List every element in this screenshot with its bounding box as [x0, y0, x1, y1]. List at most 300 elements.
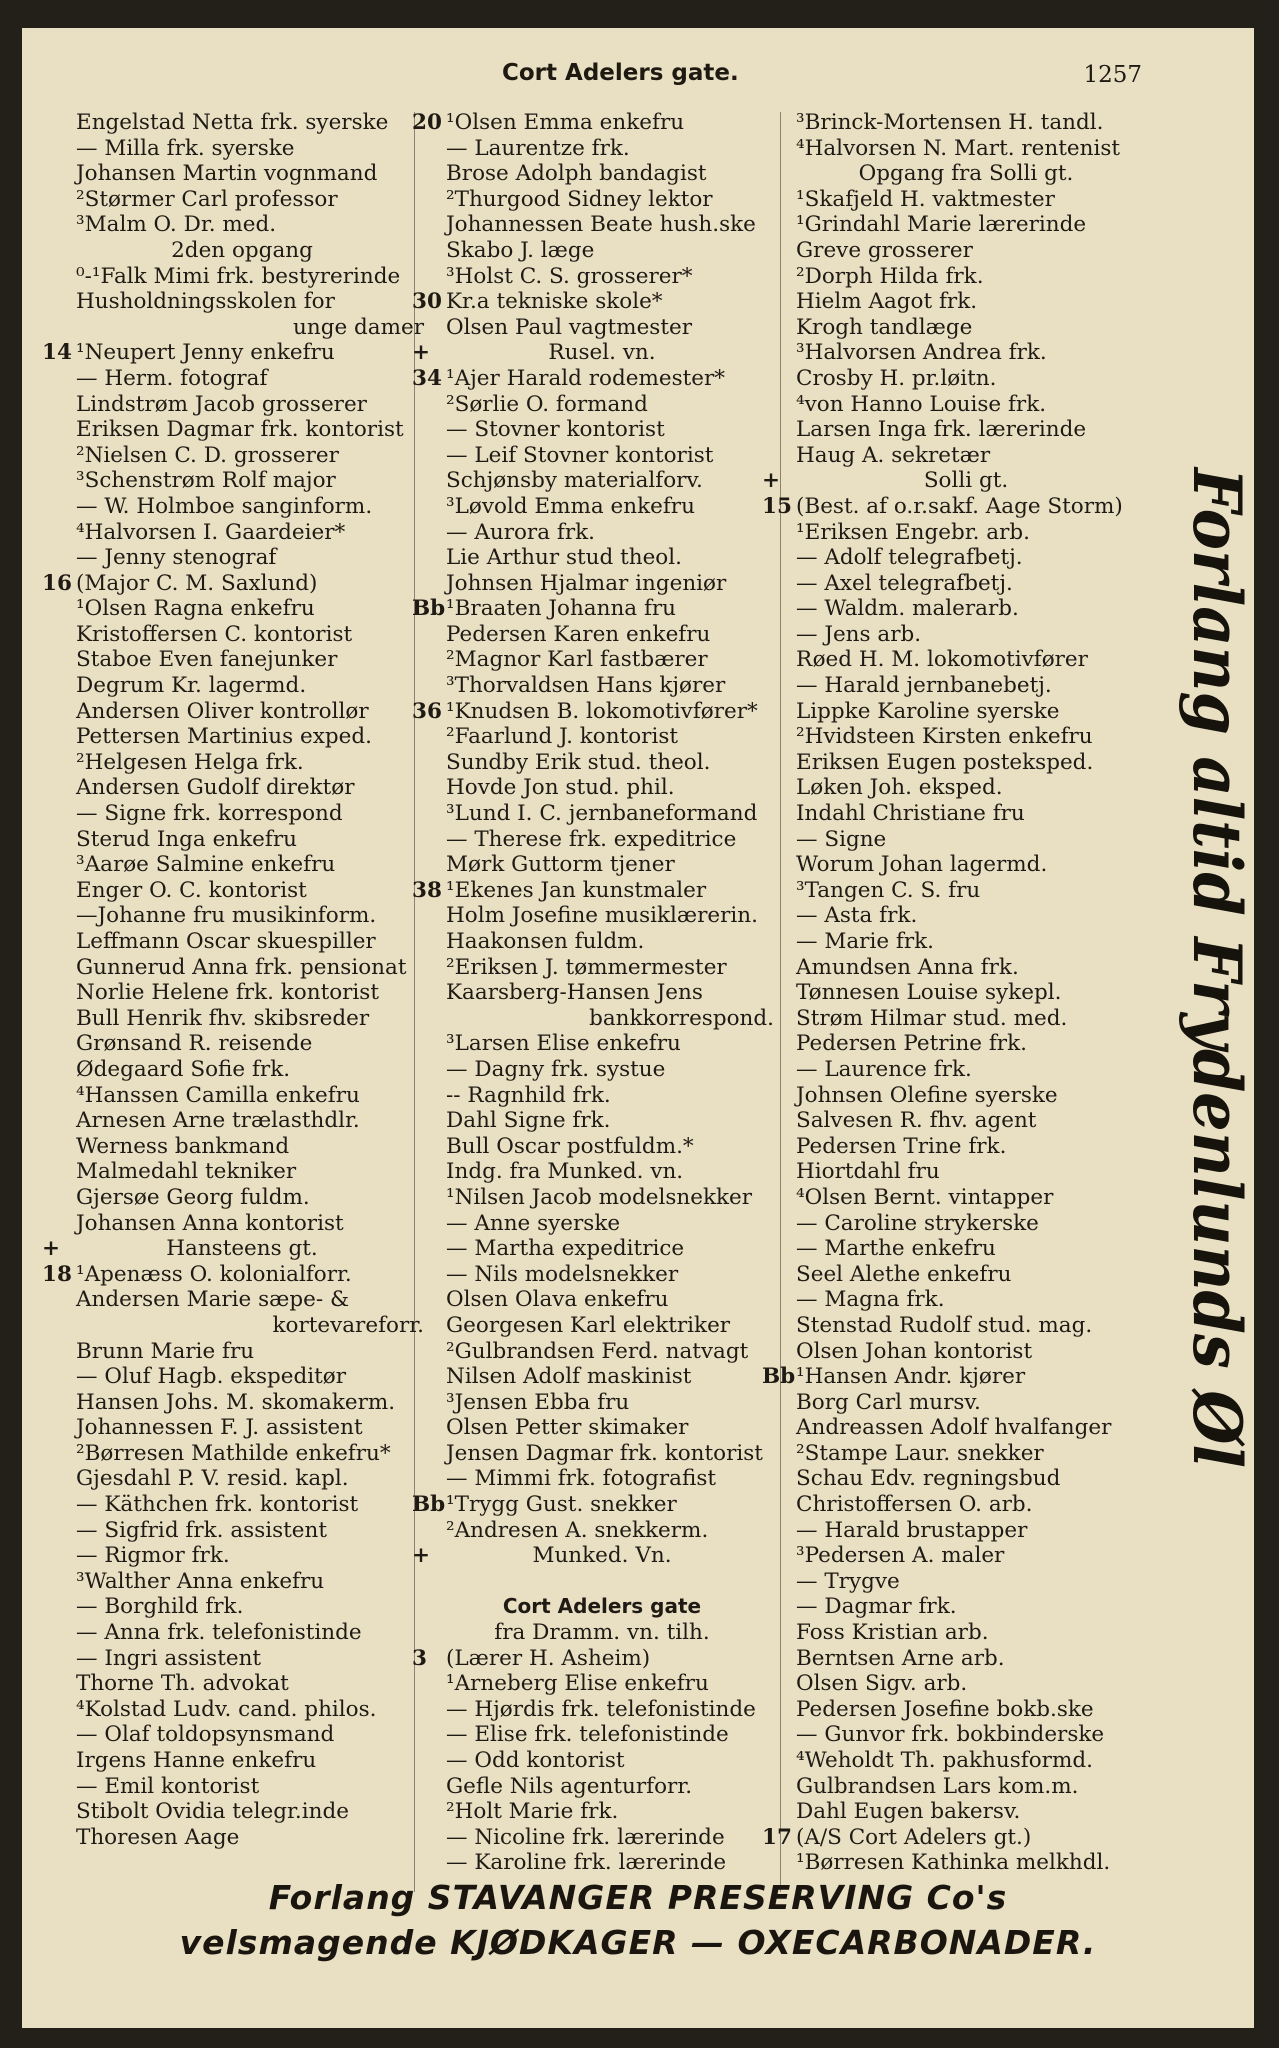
directory-entry: [412, 1569, 784, 1595]
directory-entry: [42, 468, 434, 494]
entry-text: ²Faarlund J. kontorist: [446, 724, 679, 750]
directory-entry: [412, 878, 784, 904]
entry-text: Kr.a tekniske skole*: [446, 289, 663, 315]
entry-text: bankkorrespond.: [589, 1005, 774, 1031]
directory-entry: [762, 1057, 1162, 1083]
directory-entry: [412, 673, 784, 699]
directory-entry: [412, 724, 784, 750]
entry-text: Foss Kristian arb.: [796, 1620, 989, 1646]
directory-entry: [42, 289, 434, 315]
house-number: 36: [412, 698, 442, 724]
entry-text: Johannessen F. J. assistent: [76, 1415, 363, 1441]
directory-entry: [762, 647, 1162, 673]
entry-text: Andersen Oliver kontrollør: [76, 698, 369, 724]
entry-text: Greve grosserer: [796, 237, 973, 263]
entry-text: Pedersen Trine frk.: [796, 1133, 1007, 1159]
entry-text: ²Børresen Mathilde enkefru*: [76, 1440, 391, 1466]
house-number: Bb: [412, 1492, 446, 1518]
directory-entry: [412, 1850, 784, 1876]
directory-entry: [412, 1825, 784, 1851]
directory-entry: [412, 852, 784, 878]
directory-entry: [412, 1799, 784, 1825]
entry-text: Gulbrandsen Lars kom.m.: [796, 1773, 1079, 1799]
entry-text: — Marie frk.: [796, 929, 934, 954]
directory-entry: [412, 366, 784, 392]
directory-entry: [412, 1671, 784, 1697]
entry-text: Hovde Jon stud. phil.: [446, 775, 675, 801]
directory-entry: [412, 1083, 784, 1109]
entry-text: Johnsen Hjalmar ingeniør: [446, 570, 727, 596]
entry-text: ³Aarøe Salmine enkefru: [76, 852, 336, 878]
directory-entry: [412, 443, 784, 469]
directory-entry: [42, 1236, 434, 1262]
entry-text: ²Helgesen Helga frk.: [76, 749, 304, 775]
directory-entry: [42, 622, 434, 648]
directory-entry: [762, 545, 1162, 571]
entry-text: Strøm Hilmar stud. med.: [796, 1005, 1068, 1031]
entry-text: — Herm. fotograf: [76, 365, 268, 391]
directory-entry: [762, 571, 1162, 597]
directory-entry: [412, 340, 784, 366]
entry-text: — Gunvor frk. bokbinderske: [796, 1722, 1105, 1748]
directory-entry: [42, 1108, 434, 1134]
house-number: +: [762, 468, 781, 494]
directory-entry: [42, 1339, 434, 1365]
directory-entry: [412, 1185, 784, 1211]
entry-text: ²Dorph Hilda frk.: [796, 263, 984, 289]
directory-entry: [412, 1287, 784, 1313]
directory-entry: [762, 1774, 1162, 1800]
entry-text: Sundby Erik stud. theol.: [446, 749, 711, 775]
directory-entry: [412, 468, 784, 494]
directory-entry: [762, 1108, 1162, 1134]
directory-entry: [42, 1825, 434, 1851]
directory-entry: [762, 1211, 1162, 1237]
directory-entry: [412, 264, 784, 290]
entry-text: Eriksen Eugen posteksped.: [796, 749, 1094, 775]
entry-text: Andersen Marie sæpe- &: [76, 1287, 350, 1313]
entry-text: Larsen Inga frk. lærerinde: [796, 417, 1087, 443]
directory-entry: [762, 1492, 1162, 1518]
directory-entry: [42, 673, 434, 699]
directory-entry: [762, 494, 1162, 520]
entry-text: Lippke Karoline syerske: [796, 698, 1060, 724]
entry-text: — Borghild frk.: [76, 1594, 244, 1620]
entry-text: — Magna frk.: [796, 1287, 945, 1313]
entry-text: — Signe: [796, 826, 887, 852]
directory-entry: [42, 1031, 434, 1057]
house-number: +: [42, 1236, 61, 1262]
directory-entry: [762, 1850, 1162, 1876]
entry-text: ¹Apenæss O. kolonialforr.: [76, 1261, 352, 1287]
directory-entry: [412, 699, 784, 725]
directory-entry: [42, 520, 434, 546]
entry-text: Schau Edv. regningsbud: [796, 1466, 1061, 1492]
entry-text: ¹Hansen Andr. kjører: [796, 1364, 1026, 1390]
entry-text: Olsen Johan kontorist: [796, 1338, 1033, 1364]
directory-entry: [42, 1543, 434, 1569]
entry-text: ²Andresen A. snekkerm.: [446, 1517, 709, 1543]
directory-entry: [412, 1441, 784, 1467]
entry-text: ¹Skafjeld H. vaktmester: [796, 186, 1055, 212]
directory-entry: [412, 212, 784, 238]
entry-text: Munked. Vn.: [532, 1543, 672, 1569]
entry-text: Irgens Hanne enkefru: [76, 1748, 317, 1773]
entry-text: Løken Joh. eksped.: [796, 775, 1003, 801]
entry-text: Hiortdahl fru: [796, 1159, 940, 1185]
entry-text: Gjesdahl P. V. resid. kapl.: [76, 1466, 349, 1492]
entry-text: — Anne syerske: [446, 1210, 621, 1236]
entry-text: Pedersen Karen enkefru: [446, 621, 711, 647]
directory-entry: [412, 1543, 784, 1569]
directory-entry: [762, 827, 1162, 853]
entry-text: ¹Olsen Ragna enkefru: [76, 596, 315, 622]
directory-entry: [412, 1492, 784, 1518]
entry-text: ¹Grindahl Marie lærerinde: [796, 212, 1087, 238]
directory-entry: [762, 1441, 1162, 1467]
house-number: 20: [412, 110, 442, 135]
directory-entry: [762, 1031, 1162, 1057]
entry-text: Haakonsen fuldm.: [446, 929, 645, 954]
entry-text: -- Ragnhild frk.: [446, 1082, 611, 1108]
directory-entry: [42, 1364, 434, 1390]
entry-text: ¹Knudsen B. lokomotivfører*: [446, 698, 758, 724]
entry-text: — Harald jernbanebetj.: [796, 673, 1052, 699]
entry-text: Jensen Dagmar frk. kontorist: [446, 1440, 763, 1466]
entry-text: ²Gulbrandsen Ferd. natvagt: [446, 1338, 749, 1364]
entry-text: — Caroline strykerske: [796, 1210, 1039, 1236]
directory-entry: [42, 1185, 434, 1211]
directory-entry: [42, 1646, 434, 1672]
entry-text: Christoffersen O. arb.: [796, 1492, 1033, 1518]
entry-text: Thorne Th. advokat: [76, 1671, 289, 1697]
directory-entry: [762, 596, 1162, 622]
entry-text: — Ingri assistent: [76, 1645, 262, 1671]
directory-entry: [412, 238, 784, 264]
directory-entry: [42, 1569, 434, 1595]
directory-entry: [42, 929, 434, 955]
entry-text: — Martha expeditrice: [446, 1236, 685, 1262]
house-number: 18: [42, 1261, 72, 1287]
entry-text: Salvesen R. fhv. agent: [796, 1108, 1037, 1134]
directory-entry: [762, 1466, 1162, 1492]
entry-text: Seel Alethe enkefru: [796, 1261, 1012, 1287]
directory-entry: [42, 980, 434, 1006]
directory-entry: [762, 1390, 1162, 1416]
house-number: 34: [412, 365, 442, 391]
entry-text: ²Holt Marie frk.: [446, 1799, 619, 1825]
directory-entry: [412, 315, 784, 341]
directory-entry: [762, 1364, 1162, 1390]
directory-entry: [762, 1287, 1162, 1313]
directory-entry: [42, 110, 434, 136]
entry-text: — Elise frk. telefonistinde: [446, 1722, 729, 1748]
entry-text: Engelstad Netta frk. syerske: [76, 110, 389, 135]
entry-text: (Best. af o.r.sakf. Aage Storm): [796, 493, 1123, 519]
entry-text: — Emil kontorist: [76, 1773, 260, 1799]
directory-entry: [762, 1518, 1162, 1544]
directory-entry: [412, 1697, 784, 1723]
directory-entry: [42, 545, 434, 571]
entry-text: (Lærer H. Asheim): [446, 1645, 651, 1671]
directory-entry: [762, 1083, 1162, 1109]
entry-text: fra Dramm. vn. tilh.: [494, 1620, 710, 1646]
entry-text: — Hjørdis frk. telefonistinde: [446, 1696, 756, 1722]
directory-entry: [42, 1697, 434, 1723]
entry-text: — Nicoline frk. lærerinde: [446, 1824, 725, 1850]
entry-text: Degrum Kr. lagermd.: [76, 673, 307, 699]
directory-entry: [412, 1108, 784, 1134]
entry-text: Stibolt Ovidia telegr.inde: [76, 1799, 349, 1825]
entry-text: — Anna frk. telefonistinde: [76, 1620, 362, 1646]
entry-text: Norlie Helene frk. kontorist: [76, 980, 379, 1006]
directory-entry: [762, 443, 1162, 469]
directory-entry: [412, 1774, 784, 1800]
street-title: Cort Adelers gate.: [502, 60, 739, 86]
entry-text: Enger O. C. kontorist: [76, 877, 307, 903]
entry-text: ¹Nilsen Jacob modelsnekker: [446, 1184, 752, 1210]
entry-text: ³Jensen Ebba fru: [446, 1389, 630, 1415]
directory-entry: [762, 1722, 1162, 1748]
directory-entry: [762, 212, 1162, 238]
entry-text: Berntsen Arne arb.: [796, 1645, 1005, 1671]
entry-text: — Asta frk.: [796, 903, 918, 929]
directory-entry: [762, 955, 1162, 981]
directory-entry: [42, 1262, 434, 1288]
entry-text: Hansteens gt.: [166, 1236, 318, 1262]
entry-text: Grønsand R. reisende: [76, 1031, 313, 1057]
entry-text: Opgang fra Solli gt.: [858, 161, 1074, 187]
entry-text: Stenstad Rudolf stud. mag.: [796, 1312, 1093, 1338]
entry-text: ⁴Weholdt Th. pakhusformd.: [796, 1748, 1093, 1773]
directory-entry: [42, 571, 434, 597]
entry-text: ²Magnor Karl fastbærer: [446, 647, 708, 673]
directory-entry: [42, 955, 434, 981]
entry-text: — Signe frk. korrespond: [76, 801, 343, 827]
directory-entry: [42, 1083, 434, 1109]
entry-text: ⁴von Hanno Louise frk.: [796, 391, 1047, 417]
directory-entry: [412, 1339, 784, 1365]
directory-entry: [762, 366, 1162, 392]
entry-text: unge damer: [293, 314, 424, 340]
directory-entry: [762, 1159, 1162, 1185]
entry-text: Sterud Inga enkefru: [76, 826, 297, 852]
directory-entry: [762, 852, 1162, 878]
directory-entry: [762, 1646, 1162, 1672]
entry-text: Johannessen Beate hush.ske: [446, 212, 756, 238]
directory-entry: [412, 1236, 784, 1262]
directory-entry: [412, 1006, 784, 1032]
directory-entry: [42, 596, 434, 622]
entry-text: — Waldm. malerarb.: [796, 596, 1019, 622]
directory-entry: [762, 520, 1162, 546]
entry-text: Solli gt.: [923, 468, 1009, 494]
entry-text: Gjersøe Georg fuldm.: [76, 1184, 310, 1210]
directory-entry: [762, 1236, 1162, 1262]
entry-text: Røed H. M. lokomotivfører: [796, 647, 1088, 673]
directory-entry: [42, 1799, 434, 1825]
entry-text: Andreassen Adolf hvalfanger: [796, 1415, 1112, 1441]
entry-text: Kristoffersen C. kontorist: [76, 621, 353, 647]
directory-entry: [762, 1594, 1162, 1620]
entry-text: Dahl Signe frk.: [446, 1108, 611, 1134]
entry-text: — Mimmi frk. fotografist: [446, 1466, 716, 1492]
house-number: 16: [42, 570, 72, 596]
directory-entry: [42, 238, 434, 264]
directory-entry: [42, 1774, 434, 1800]
directory-entry: [412, 1057, 784, 1083]
entry-text: — Karoline frk. lærerinde: [446, 1850, 727, 1876]
house-number: +: [412, 340, 431, 366]
entry-text: Staboe Even fanejunker: [76, 647, 338, 673]
directory-entry: [42, 1313, 434, 1339]
entry-text: ¹Eriksen Engebr. arb.: [796, 519, 1031, 545]
entry-text: Tønnesen Louise sykepl.: [796, 980, 1062, 1006]
directory-entry: [762, 775, 1162, 801]
entry-text: Pettersen Martinius exped.: [76, 724, 372, 750]
entry-text: Gunnerud Anna frk. pensionat: [76, 954, 407, 980]
directory-entry: [762, 315, 1162, 341]
entry-text: — Käthchen frk. kontorist: [76, 1492, 359, 1518]
directory-entry: [42, 443, 434, 469]
directory-entry: [762, 136, 1162, 162]
directory-entry: [412, 980, 784, 1006]
entry-text: ³Schenstrøm Rolf major: [76, 468, 336, 494]
directory-entry: [42, 187, 434, 213]
entry-text: Georgesen Karl elektriker: [446, 1312, 731, 1338]
directory-entry: [42, 1415, 434, 1441]
directory-entry: [412, 596, 784, 622]
directory-entry: [762, 1134, 1162, 1160]
directory-entry: [762, 622, 1162, 648]
directory-entry: [762, 699, 1162, 725]
directory-entry: [412, 110, 784, 136]
directory-entry: [412, 417, 784, 443]
entry-text: Borg Carl mursv.: [796, 1389, 981, 1415]
house-number: 14: [42, 340, 72, 366]
directory-entry: [412, 1594, 784, 1620]
directory-entry: [762, 750, 1162, 776]
entry-text: ³Malm O. Dr. med.: [76, 212, 277, 238]
directory-entry: [42, 161, 434, 187]
entry-text: — Jens arb.: [796, 621, 922, 647]
directory-entry: [42, 366, 434, 392]
entry-text: Rusel. vn.: [548, 340, 656, 366]
entry-text: ²Størmer Carl professor: [76, 186, 338, 212]
directory-entry: [412, 622, 784, 648]
directory-entry: [762, 1185, 1162, 1211]
directory-entry: [42, 1671, 434, 1697]
entry-text: Krogh tandlæge: [796, 314, 973, 340]
directory-entry: [762, 1569, 1162, 1595]
directory-entry: [762, 929, 1162, 955]
page-header: [22, 58, 1254, 98]
entry-text: ²Nielsen C. D. grosserer: [76, 442, 339, 468]
directory-entry: [762, 468, 1162, 494]
entry-text: Dahl Eugen bakersv.: [796, 1799, 1021, 1825]
directory-entry: [762, 392, 1162, 418]
directory-entry: [762, 110, 1162, 136]
directory-entry: [42, 136, 434, 162]
directory-entry: [42, 1492, 434, 1518]
directory-entry: [42, 1466, 434, 1492]
entry-text: ³Holst C. S. grosserer*: [446, 263, 693, 289]
directory-entry: [412, 775, 784, 801]
directory-entry: [762, 187, 1162, 213]
entry-text: kortevareforr.: [272, 1312, 424, 1338]
directory-entry: [762, 1006, 1162, 1032]
entry-text: Pedersen Petrine frk.: [796, 1031, 1027, 1057]
directory-entry: [412, 1620, 784, 1646]
entry-text: Kaarsberg-Hansen Jens: [446, 980, 703, 1006]
side-advertisement: [1172, 468, 1256, 1533]
house-number: +: [412, 1543, 431, 1569]
page-number: 1257: [1083, 62, 1142, 88]
entry-text: — Laurence frk.: [796, 1056, 972, 1082]
entry-text: — Dagny frk. systue: [446, 1056, 666, 1082]
directory-entry: [762, 1671, 1162, 1697]
entry-text: — Marthe enkefru: [796, 1236, 996, 1262]
house-number: 3: [412, 1645, 427, 1671]
entry-text: ³Tangen C. S. fru: [796, 877, 981, 903]
directory-entry: [42, 1287, 434, 1313]
directory-entry: [762, 1697, 1162, 1723]
directory-entry: [762, 1825, 1162, 1851]
directory-entry: [412, 136, 784, 162]
entry-text: ³Løvold Emma enkefru: [446, 493, 695, 519]
directory-entry: [42, 647, 434, 673]
directory-entry: [412, 494, 784, 520]
directory-entry: [42, 724, 434, 750]
directory-entry: [762, 289, 1162, 315]
entry-text: Ødegaard Sofie frk.: [76, 1056, 291, 1082]
entry-text: — Adolf telegrafbetj.: [796, 545, 1023, 571]
directory-entry: [42, 264, 434, 290]
directory-entry: [412, 520, 784, 546]
footer-line-2: velsmagende KJØDKAGER — OXECARBONADER.: [179, 1923, 1097, 1962]
entry-text: Thoresen Aage: [76, 1824, 240, 1850]
entry-text: Olsen Sigv. arb.: [796, 1671, 968, 1697]
directory-entry: [42, 801, 434, 827]
entry-text: ³Pedersen A. maler: [796, 1543, 1005, 1569]
directory-page: [22, 28, 1254, 2028]
entry-text: — Leif Stovner kontorist: [446, 442, 714, 468]
directory-entry: [412, 187, 784, 213]
entry-text: Gefle Nils agenturforr.: [446, 1773, 693, 1799]
entry-text: ²Stampe Laur. snekker: [796, 1440, 1044, 1466]
footer-advertisement: [22, 1878, 1254, 1962]
directory-entry: [42, 494, 434, 520]
directory-entry: [762, 1262, 1162, 1288]
entry-text: Olsen Paul vagtmester: [446, 314, 692, 340]
directory-entry: [762, 673, 1162, 699]
entry-text: Crosby H. pr.løitn.: [796, 365, 997, 391]
directory-entry: [412, 1390, 784, 1416]
directory-entry: [412, 1722, 784, 1748]
entry-text: ²Eriksen J. tømmermester: [446, 954, 727, 980]
entry-text: ⁴Halvorsen N. Mart. rentenist: [796, 135, 1121, 161]
entry-text: Olsen Olava enkefru: [446, 1287, 669, 1313]
entry-text: Hansen Johs. M. skomakerm.: [76, 1389, 396, 1415]
entry-text: ¹Trygg Gust. snekker: [446, 1492, 677, 1518]
entry-text: Werness bankmand: [76, 1133, 290, 1159]
directory-entry: [412, 750, 784, 776]
directory-entry: [42, 903, 434, 929]
entry-text: Indahl Christiane fru: [796, 801, 1025, 827]
entry-text: — Sigfrid frk. assistent: [76, 1517, 327, 1543]
directory-entry: [412, 392, 784, 418]
directory-entry: [42, 775, 434, 801]
